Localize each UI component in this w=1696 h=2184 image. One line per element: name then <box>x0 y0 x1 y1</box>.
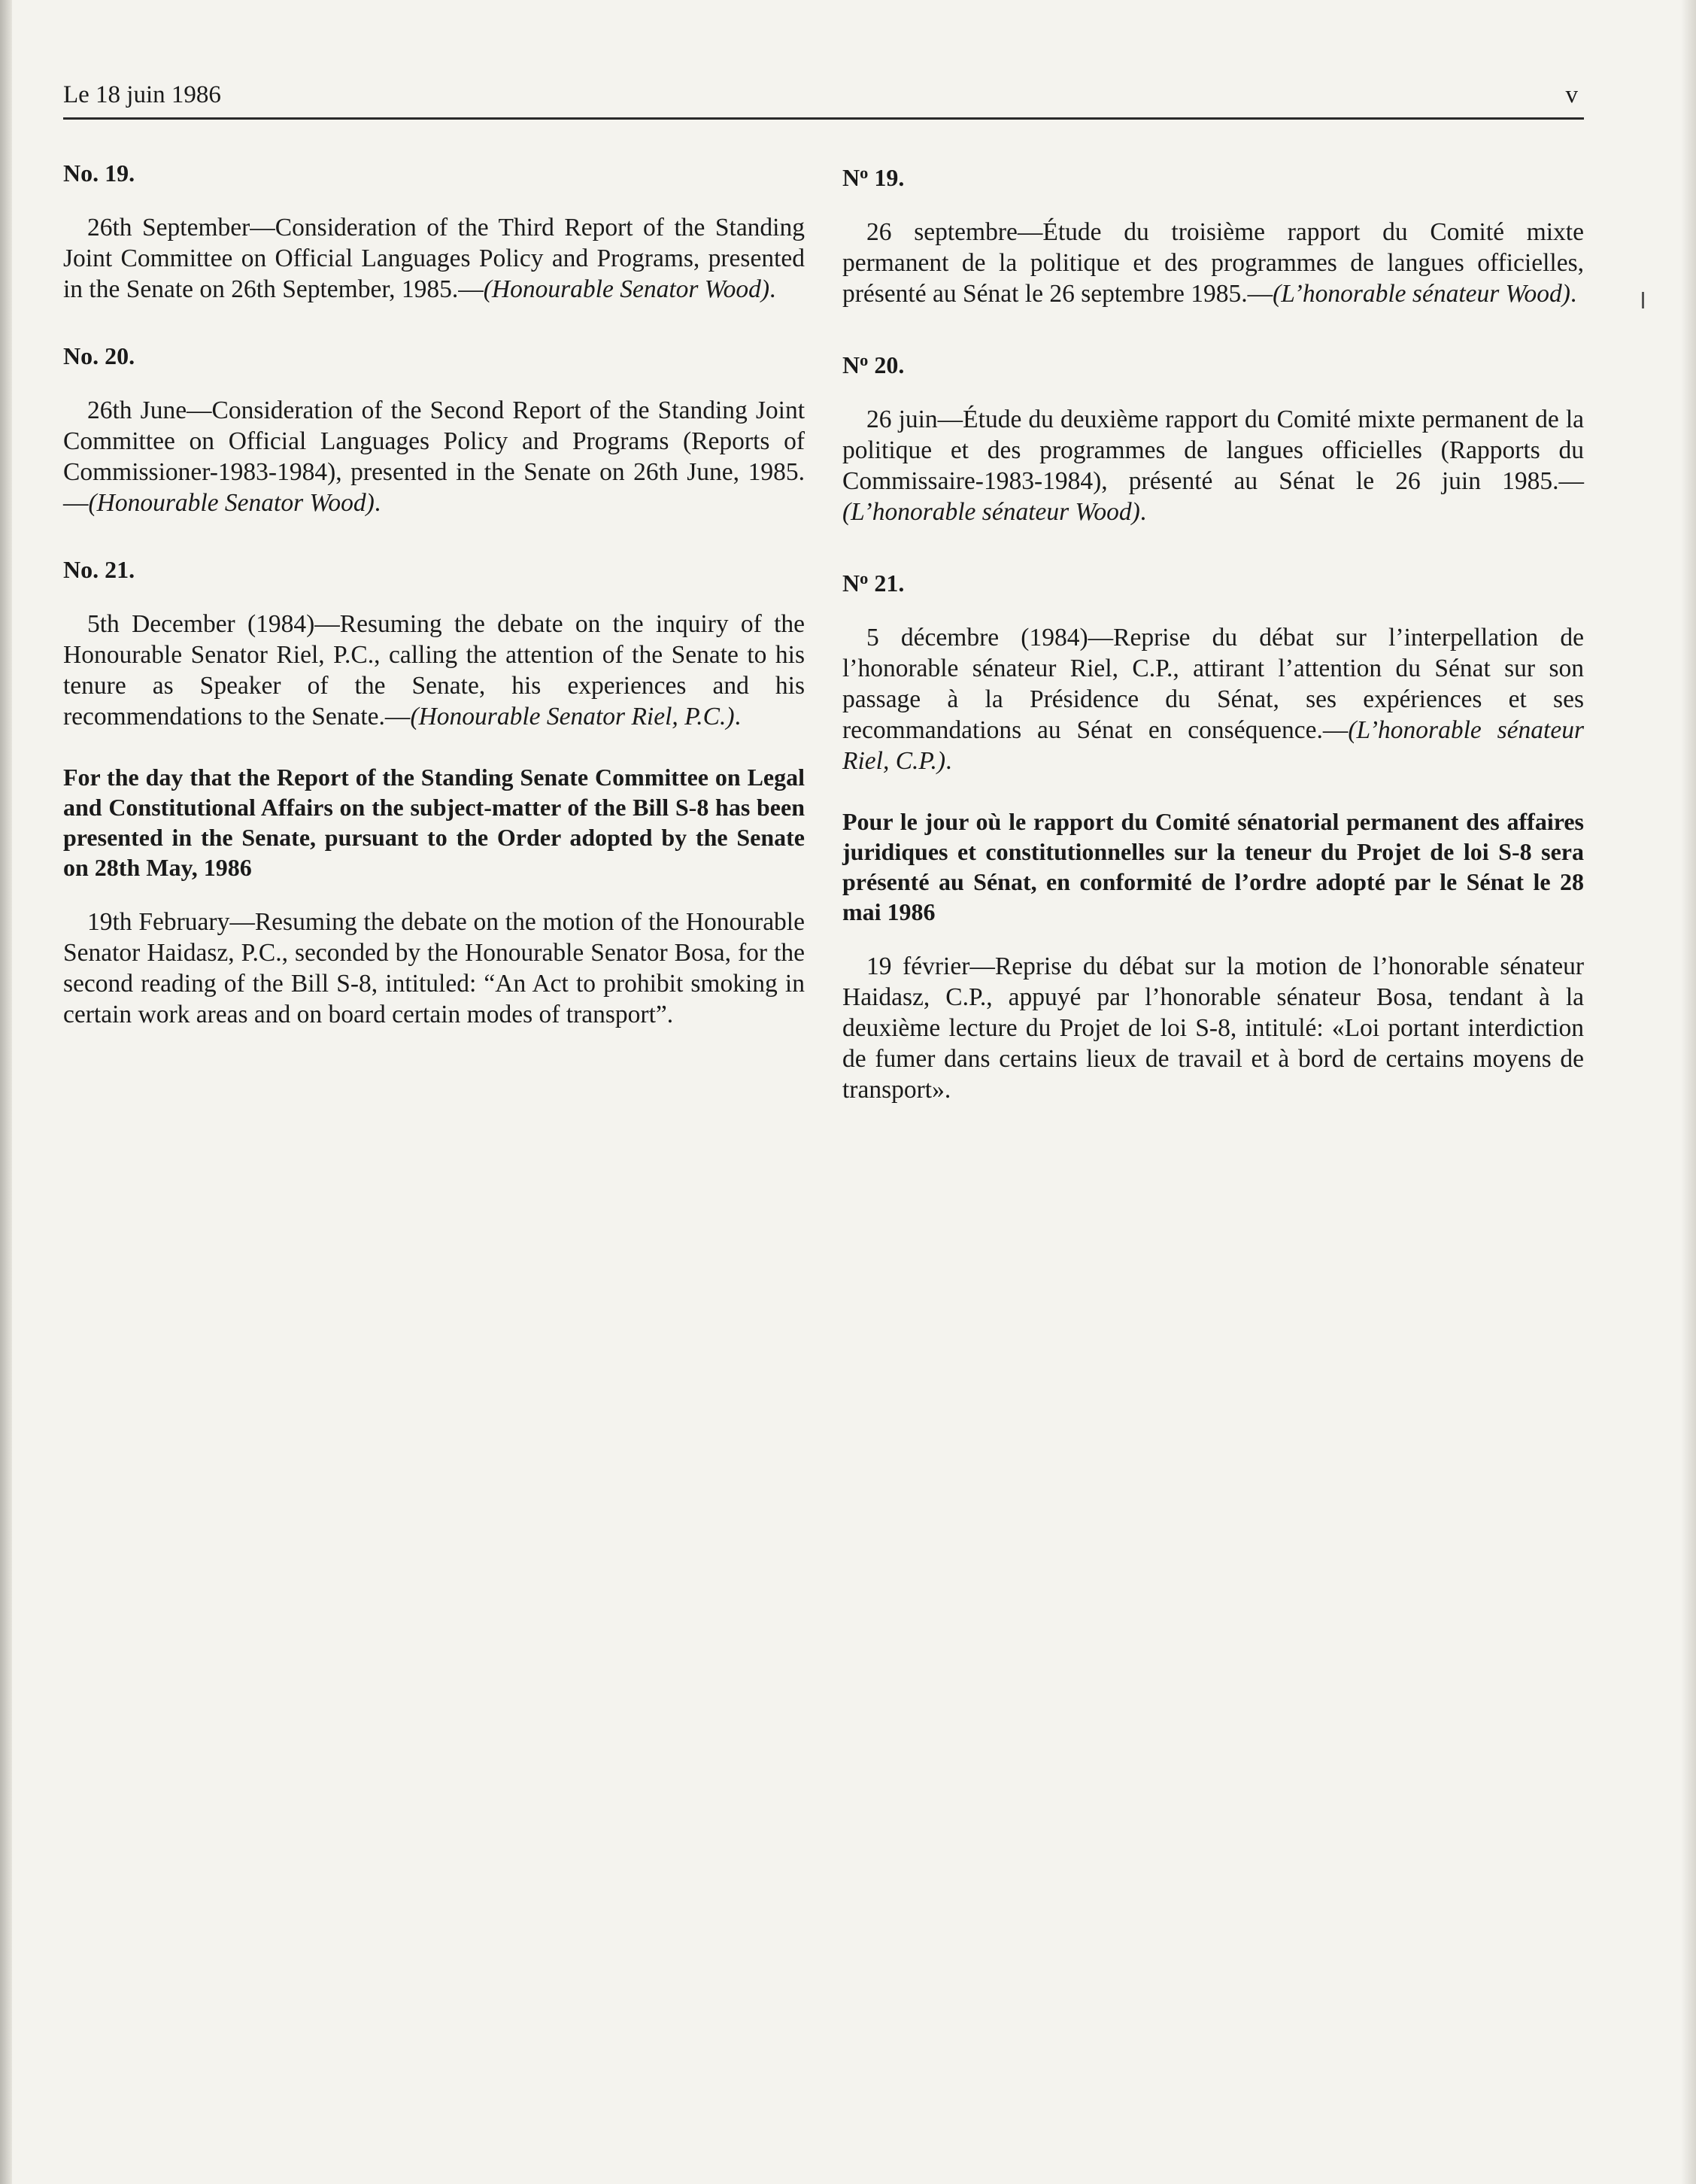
item-sponsor: (L’honorable sénateur Riel, C.P.) <box>842 716 1584 776</box>
heading-num: 21. <box>868 570 905 597</box>
item-heading <box>842 563 1584 598</box>
item-21-en <box>63 554 805 732</box>
item-heading <box>842 345 1584 380</box>
item-sponsor: (Honourable Senator Wood) <box>88 489 375 517</box>
heading-sup: o <box>860 351 869 370</box>
item-text-main: 5 décembre (1984)—Reprise du débat sur l’interpellation de l’honorable sénateur Riel, C.P., attirant l’attention du Sénat sur son passage à la Présidence du Sénat, ses expériences et ses recommandations au Sénat en conséquence.— <box>842 624 1584 745</box>
item-end: . <box>374 489 381 517</box>
motion-text: 19th February—Resuming the debate on the motion of the Honourable Senator Haidasz, P.C., seconded by the Honourable Senator Bosa, for the second reading of the Bill S-8, intituled: “An Act to prohibit smoking in certain work areas and on board certain modes of transport”. <box>63 908 805 1028</box>
heading-prefix: N <box>842 164 860 192</box>
item-heading: No. 19. <box>63 159 135 187</box>
page-number: v <box>1565 81 1578 108</box>
item-sponsor: (L’honorable sénateur Wood) <box>842 498 1140 527</box>
item-end: . <box>945 747 952 776</box>
french-column <box>842 158 1584 1105</box>
item-text-main: 26th September—Consideration of the Third Report of the Standing Joint Committee on Official Languages Policy and Programs, presented in the Senate on 26th September, 1985.— <box>63 214 805 303</box>
order-heading: For the day that the Report of the Standing Senate Committee on Legal and Constitutional Affairs on the subject-matter of the Bill S-8 has been presented in the Senate, pursuant to the Order adopted by the Senate on 28th May, 1986 <box>63 764 805 881</box>
item-sponsor: (Honourable Senator Riel, P.C.) <box>410 703 735 731</box>
item-19-fr <box>842 158 1584 309</box>
item-heading <box>842 158 1584 193</box>
item-text-main: 26th June—Consideration of the Second Report of the Standing Joint Committee on Official Languages Policy and Programs (Reports of Commissioner-1983-1984), presented in the Senate on 26th June, 1985.— <box>63 396 805 517</box>
binding-edge <box>0 0 12 2184</box>
item-19-en <box>63 158 805 305</box>
item-text <box>63 395 805 518</box>
item-text <box>63 212 805 305</box>
item-text <box>842 404 1584 527</box>
heading-prefix: N <box>842 351 860 379</box>
item-20-en <box>63 341 805 518</box>
english-column <box>63 158 805 1030</box>
heading-sup: o <box>860 163 869 182</box>
item-21-fr <box>842 563 1584 776</box>
item-sponsor: (L’honorable sénateur Wood) <box>1273 280 1570 308</box>
heading-prefix: N <box>842 570 860 597</box>
item-text-main: 26 septembre—Étude du troisième rapport du Comité mixte permanent de la politique et des programmes de langues officielles, présenté au Sénat le 26 septembre 1985.— <box>842 218 1584 308</box>
item-text <box>842 217 1584 309</box>
page-header <box>63 81 1584 120</box>
margin-mark <box>1642 292 1644 308</box>
header-date: Le 18 juin 1986 <box>63 81 221 108</box>
order-heading: Pour le jour où le rapport du Comité sénatorial permanent des affaires juridiques et constitutionnelles sur la teneur du Projet de loi S-8 sera présenté au Sénat, en conformité de l’ordre adopté par le Sénat le 28 mai 1986 <box>842 808 1584 926</box>
item-text <box>63 609 805 732</box>
item-end: . <box>769 275 776 303</box>
item-20-fr <box>842 345 1584 527</box>
heading-sup: o <box>860 569 869 588</box>
item-text-main: 5th December (1984)—Resuming the debate on the inquiry of the Honourable Senator Riel, P.C., calling the attention of the Senate to his tenure as Speaker of the Senate, his experiences and his recommendations to the Senate.— <box>63 610 805 731</box>
item-heading: No. 21. <box>63 556 135 583</box>
item-sponsor: (Honourable Senator Wood) <box>483 275 770 303</box>
heading-num: 20. <box>868 351 905 379</box>
page-edge <box>1681 0 1696 2184</box>
item-end: . <box>1570 280 1577 308</box>
item-heading: No. 20. <box>63 342 135 369</box>
motion-text: 19 février—Reprise du débat sur la motion de l’honorable sénateur Haidasz, C.P., appuyé par l’honorable sénateur Bosa, tendant à la deuxième lecture du Projet de loi S-8, intitulé: «Loi portant interdiction de fumer dans certains lieux de travail et à bord de certains moyens de transport». <box>842 952 1584 1104</box>
item-end: . <box>734 703 741 731</box>
item-text <box>842 622 1584 776</box>
item-end: . <box>1139 498 1147 527</box>
heading-num: 19. <box>868 164 905 192</box>
item-text-main: 26 juin—Étude du deuxième rapport du Comité mixte permanent de la politique et des programmes de langues officielles (Rapports du Commissaire-1983-1984), présenté au Sénat le 26 juin 1985.— <box>842 406 1584 496</box>
